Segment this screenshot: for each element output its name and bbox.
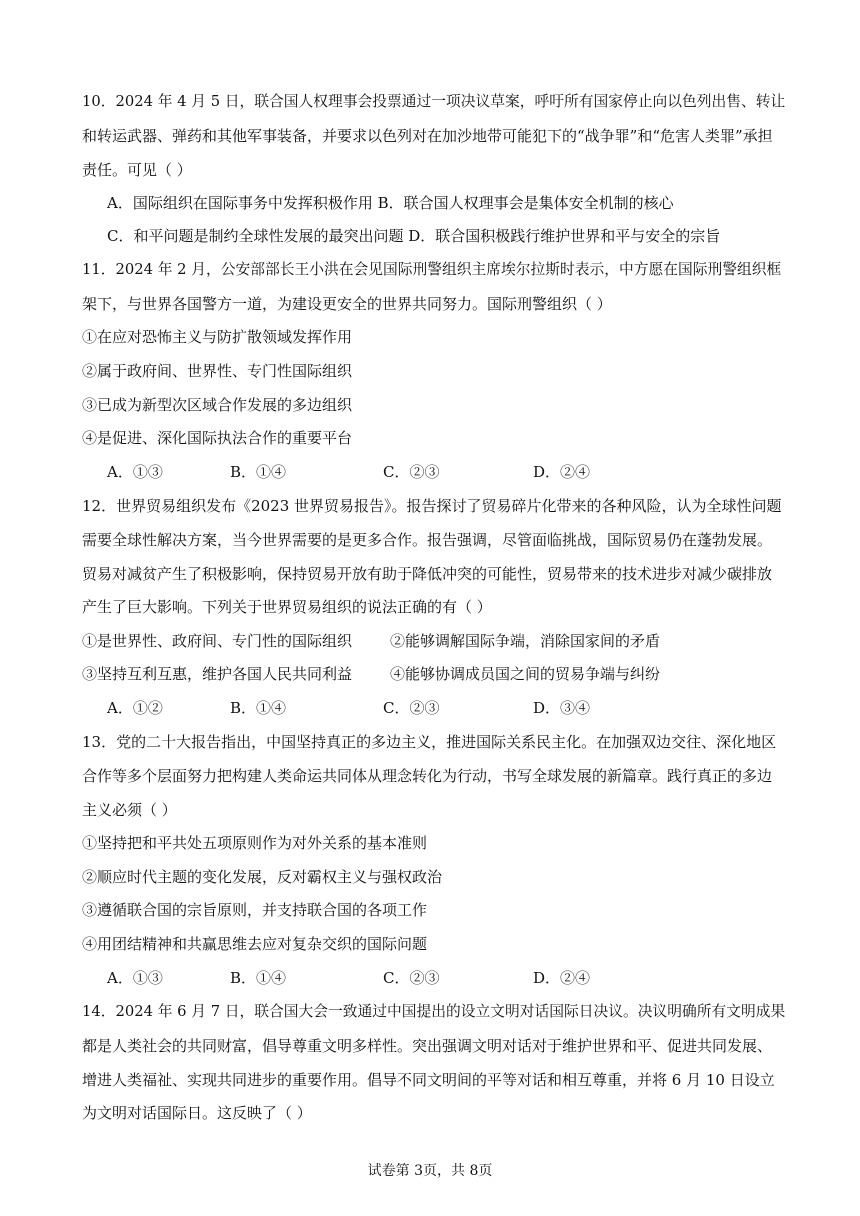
q11-item-3: ③已成为新型次区域合作发展的多边组织 <box>82 396 353 414</box>
q12-line-3: 贸易对减贫产生了积极影响，保持贸易开放有助于降低冲突的可能性，贸易带来的技术进步对减少碳排放 <box>82 565 773 583</box>
q12-item-2: ②能够调解国际争端，消除国家间的矛盾 <box>390 632 661 650</box>
q10-line-2: 和转运武器、弹药和其他军事装备，并要求以色列对在加沙地带可能犯下的“战争罪”和“危害人类罪”承担 <box>82 127 773 145</box>
q13-choice-d: D．②④ <box>533 969 591 987</box>
q13-item-4: ④用团结精神和共赢思维去应对复杂交织的国际问题 <box>82 935 428 953</box>
q11-choice-d: D．②④ <box>533 463 591 481</box>
q11-choice-a: A．①③ <box>107 463 163 481</box>
q11-choice-c: C．②③ <box>383 463 440 481</box>
q13-item-2: ②顺应时代主题的变化发展，反对霸权主义与强权政治 <box>82 868 443 886</box>
q12-item-3: ③坚持互利互惠，维护各国人民共同利益 <box>82 665 353 683</box>
q14-line-4: 为文明对话国际日。这反映了（ ） <box>82 1104 312 1122</box>
q11-line-1: 11．2024 年 2 月，公安部部长王小洪在会见国际刑警组织主席埃尔拉斯时表示，中方愿在国际刑警组织框 <box>82 261 782 278</box>
q10-options-row-1: A．国际组织在国际事务中发挥积极作用 B．联合国人权理事会是集体安全机制的核心 <box>107 194 674 212</box>
q11-choice-b: B．①④ <box>230 463 287 481</box>
q14-line-3: 增进人类福祉、实现共同进步的重要作用。倡导不同文明间的平等对话和相互尊重，并将 6 月 10 日设立 <box>82 1071 775 1089</box>
q11-line-2: 架下，与世界各国警方一道，为建设更安全的世界共同努力。国际刑警组织（ ） <box>82 295 612 313</box>
q13-choice-a: A．①③ <box>107 969 163 987</box>
q13-line-2: 合作等多个层面努力把构建人类命运共同体从理念转化为行动，书写全球发展的新篇章。践行真正的多边 <box>82 767 773 785</box>
q14-line-2: 都是人类社会的共同财富，倡导尊重文明多样性。突出强调文明对话对于维护世界和平、促进共同发展、 <box>82 1037 773 1055</box>
q13-line-1: 13．党的二十大报告指出，中国坚持真正的多边主义，推进国际关系民主化。在加强双边交往、深化地区 <box>82 733 777 751</box>
page-footer: 试卷第 3页，共 8页 <box>367 1163 493 1179</box>
q11-item-1: ①在应对恐怖主义与防扩散领域发挥作用 <box>82 328 353 346</box>
q12-item-4: ④能够协调成员国之间的贸易争端与纠纷 <box>390 665 661 683</box>
q10-line-3: 责任。可见（ ） <box>82 161 192 179</box>
q12-line-2: 需要全球性解决方案，当今世界需要的是更多合作。报告强调，尽管面临挑战，国际贸易仍在蓬勃发展。 <box>82 531 773 549</box>
q13-item-3: ③遵循联合国的宗旨原则，并支持联合国的各项工作 <box>82 901 428 919</box>
q12-choice-b: B．①④ <box>230 699 287 717</box>
q12-choice-a: A．①② <box>107 699 163 717</box>
q12-item-1: ①是世界性、政府间、专门性的国际组织 <box>82 632 353 650</box>
q12-choice-d: D．③④ <box>533 699 591 717</box>
q11-item-4: ④是促进、深化国际执法合作的重要平台 <box>82 429 353 447</box>
q12-choice-c: C．②③ <box>383 699 440 717</box>
q13-choice-c: C．②③ <box>383 969 440 987</box>
q13-line-3: 主义必须（ ） <box>82 801 177 819</box>
q14-line-1: 14．2024 年 6 月 7 日，联合国大会一致通过中国提出的设立文明对话国际日决议。决议明确所有文明成果 <box>82 1003 786 1020</box>
q12-line-1: 12．世界贸易组织发布《2023 世界贸易报告》。报告探讨了贸易碎片化带来的各种风险，认为全球性问题 <box>82 497 782 515</box>
q12-line-4: 产生了巨大影响。下列关于世界贸易组织的说法正确的有（ ） <box>82 598 492 616</box>
q13-item-1: ①坚持把和平共处五项原则作为对外关系的基本准则 <box>82 834 428 852</box>
q10-line-1: 10．2024 年 4 月 5 日，联合国人权理事会投票通过一项决议草案，呼吁所有国家停止向以色列出售、转让 <box>82 93 786 110</box>
q10-options-row-2: C．和平问题是制约全球性发展的最突出问题 D．联合国积极践行维护世界和平与安全的宗旨 <box>107 227 721 245</box>
q13-choice-b: B．①④ <box>230 969 287 987</box>
q11-item-2: ②属于政府间、世界性、专门性国际组织 <box>82 362 353 380</box>
